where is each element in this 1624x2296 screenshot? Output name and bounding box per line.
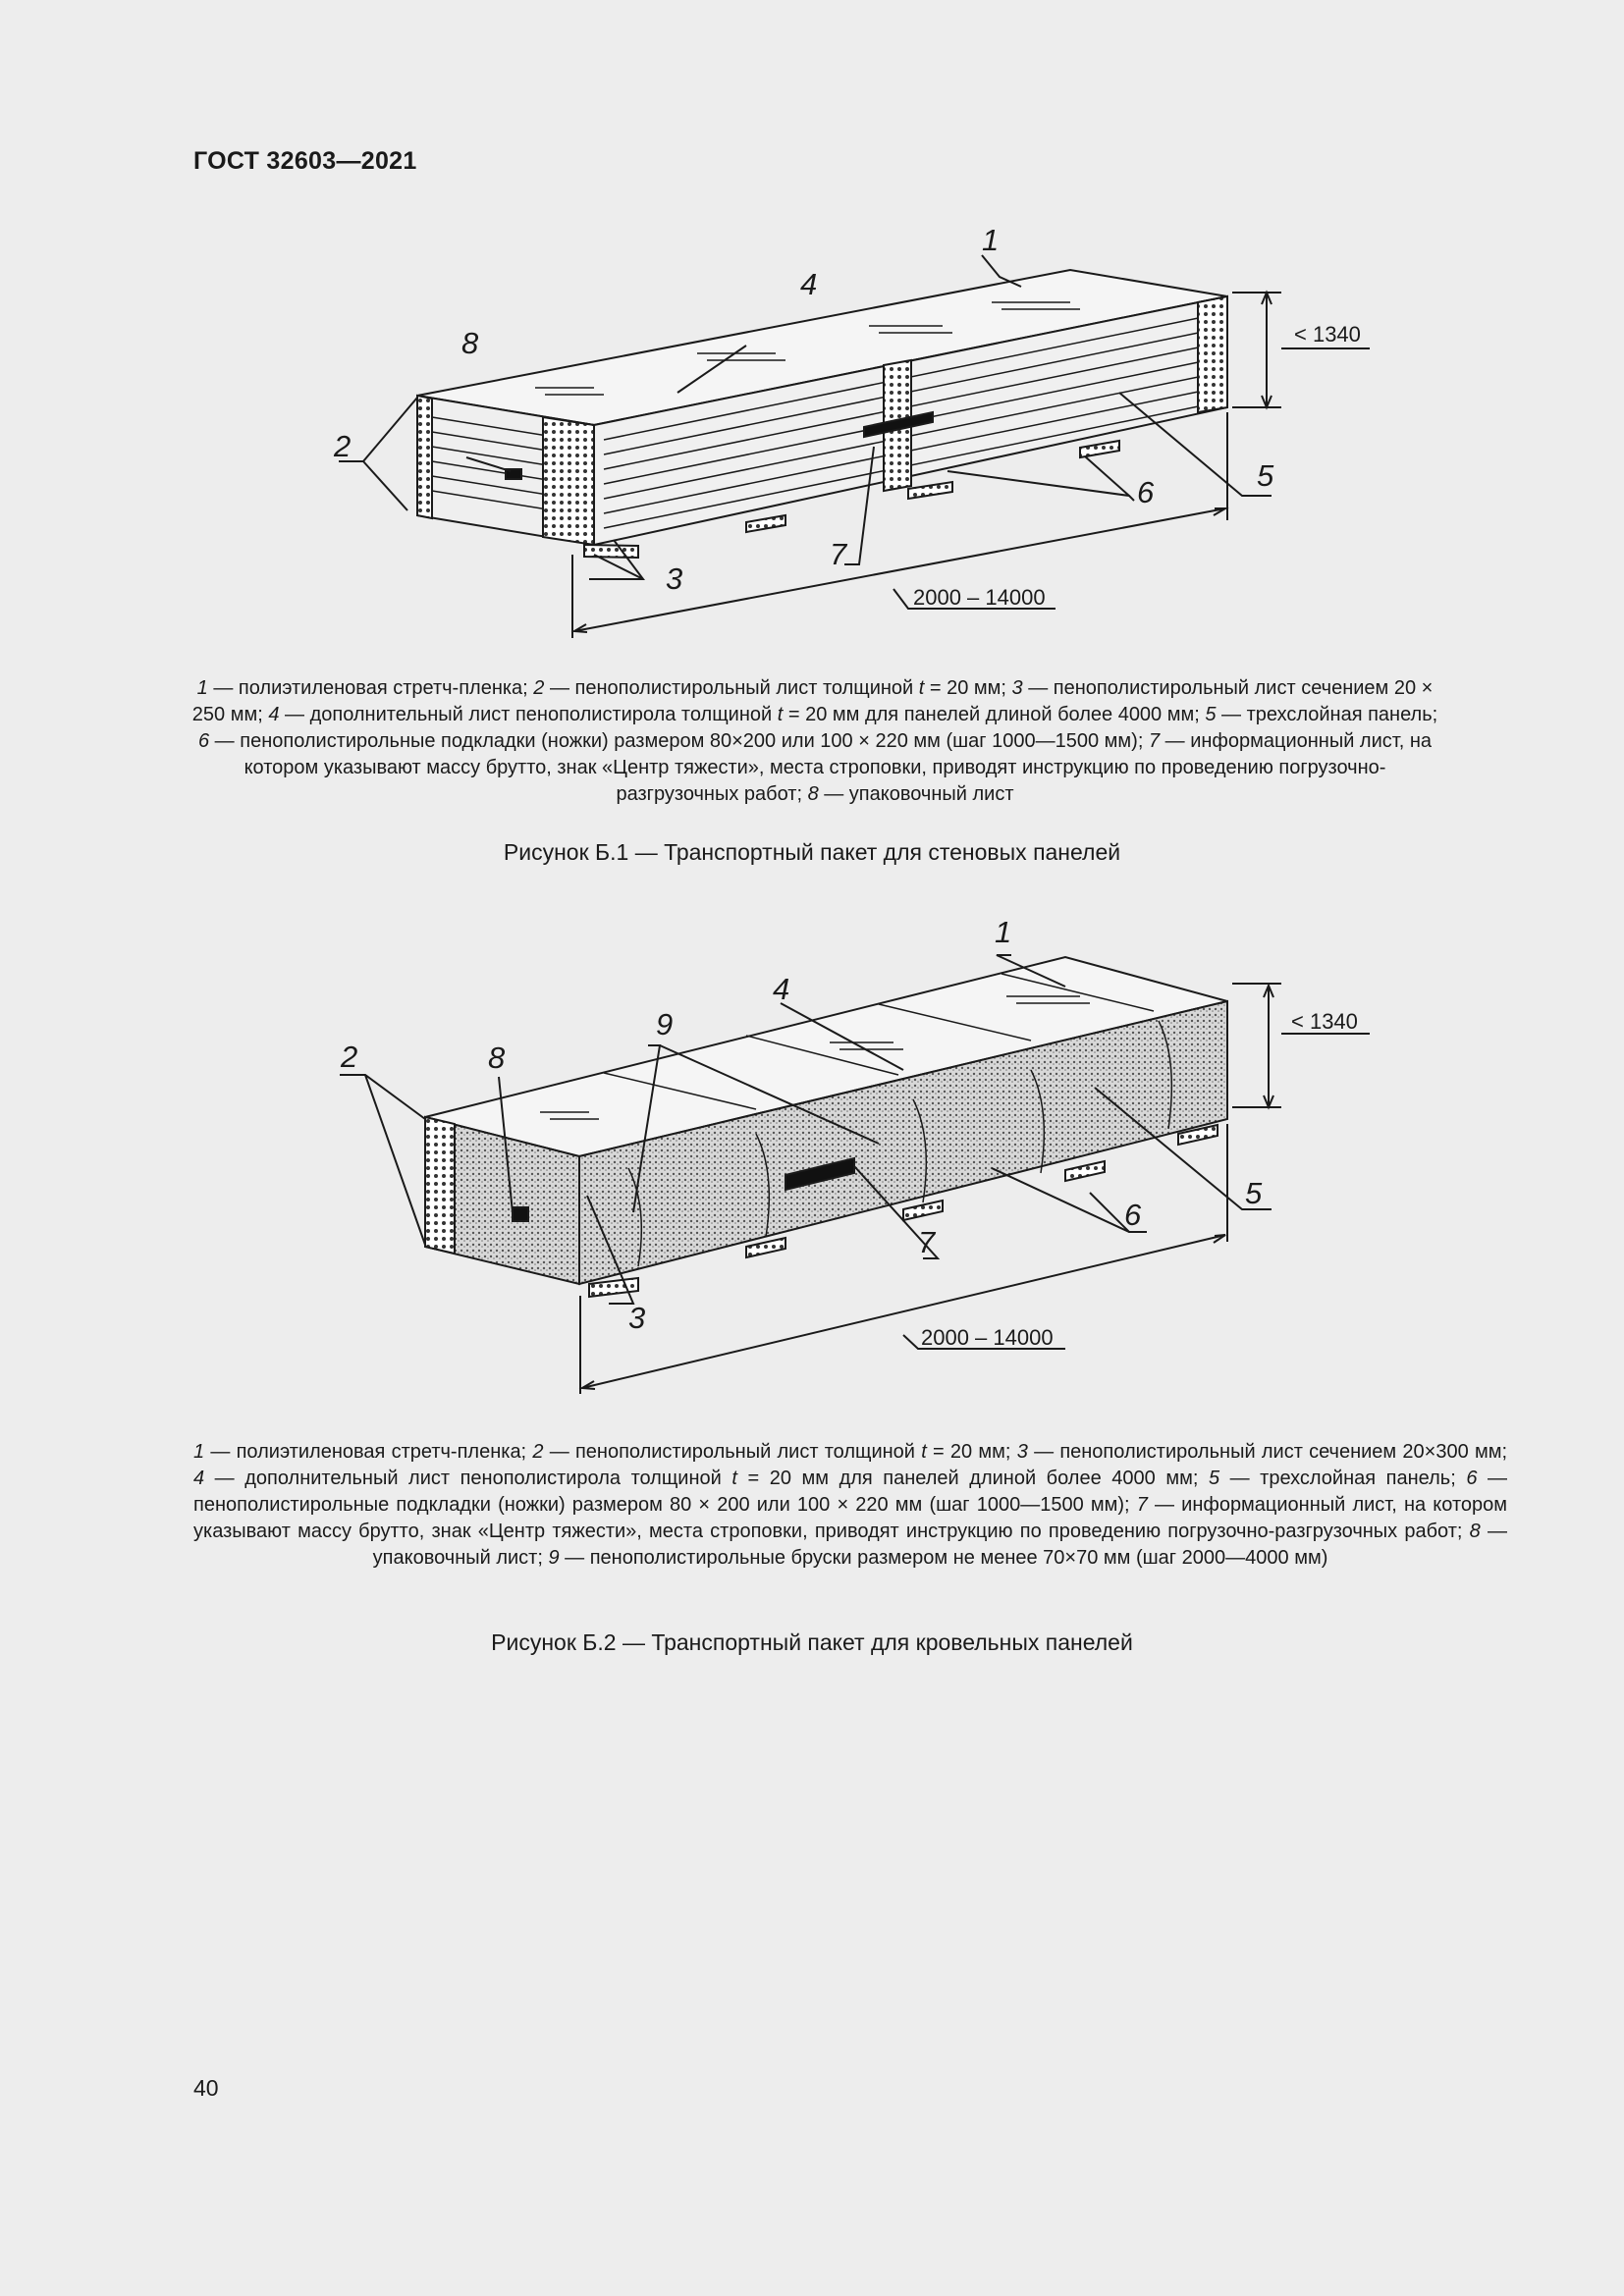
legend-text: — дополнительный лист пенополистирола толщиной: [204, 1468, 732, 1489]
document-header: ГОСТ 32603—2021: [193, 147, 417, 175]
callout-2: 2: [341, 1040, 358, 1074]
callout-4: 4: [800, 267, 818, 301]
legend-designator: t: [777, 704, 784, 725]
legend-designator: 6: [198, 730, 210, 752]
legend-text: — пенополистирольный лист толщиной: [543, 1441, 922, 1463]
legend-designator: 8: [807, 783, 819, 805]
figure-2-legend: [193, 1439, 1507, 1572]
legend-text: — пенополистирольный лист сечением 20×300 мм;: [1027, 1441, 1507, 1463]
legend-designator: 3: [1016, 1441, 1028, 1463]
legend-designator: 7: [1136, 1494, 1148, 1516]
legend-designator: 5: [1205, 704, 1217, 725]
callout-8: 8: [488, 1041, 506, 1075]
legend-designator: 9: [548, 1547, 560, 1569]
callout-6: 6: [1124, 1198, 1142, 1232]
dim-length-label: 2000 – 14000: [921, 1325, 1054, 1350]
legend-text: = 20 мм;: [926, 1441, 1017, 1463]
legend-text: — пенополистирольные подкладки (ножки) размером 80 × 200 или 100 × 220 мм (шаг 1000—1500 мм);: [193, 1468, 1507, 1516]
page-number: 40: [193, 2075, 219, 2101]
figure-1-svg: [0, 216, 1624, 667]
legend-designator: 5: [1208, 1468, 1220, 1489]
legend-designator: t: [921, 1441, 927, 1463]
legend-text: = 20 мм для панелей длиной более 4000 мм;: [736, 1468, 1209, 1489]
callout-5: 5: [1257, 458, 1274, 493]
figure-1-legend: [187, 675, 1443, 808]
callout-7: 7: [830, 537, 847, 571]
legend-text: — упаковочный лист;: [372, 1521, 1507, 1569]
callout-9: 9: [656, 1007, 674, 1041]
legend-text: — информационный лист, на котором указывают массу брутто, знак «Центр тяжести», места строповки, приводят инструкцию по проведению погрузочно-разгрузочных работ;: [193, 1494, 1507, 1542]
legend-designator: 6: [1466, 1468, 1478, 1489]
figure-2-drawing: [0, 913, 1624, 1404]
legend-text: — пенополистирольный лист сечением 20 × 250 мм;: [191, 677, 1434, 725]
legend-text: — дополнительный лист пенополистирола толщиной: [279, 704, 778, 725]
figure-2-svg: [0, 913, 1624, 1404]
legend-designator: 8: [1469, 1521, 1481, 1542]
legend-text: — полиэтиленовая стретч-пленка;: [207, 677, 534, 699]
figure-1-drawing: [0, 216, 1624, 667]
legend-text: = 20 мм;: [924, 677, 1012, 699]
legend-text: — упаковочный лист: [818, 783, 1014, 805]
legend-designator: 4: [268, 704, 280, 725]
callout-5: 5: [1245, 1176, 1263, 1210]
callout-1: 1: [982, 223, 1000, 257]
legend-designator: 4: [193, 1468, 205, 1489]
legend-text: — пенополистирольный лист толщиной: [544, 677, 919, 699]
legend-designator: 3: [1011, 677, 1023, 699]
legend-designator: t: [918, 677, 925, 699]
legend-text: — пенополистирольные подкладки (ножки) размером 80×200 или 100 × 220 мм (шаг 1000—1500 мм);: [209, 730, 1149, 752]
callout-6: 6: [1137, 475, 1155, 509]
legend-text: — полиэтиленовая стретч-пленка;: [204, 1441, 533, 1463]
legend-text: = 20 мм для панелей длиной более 4000 мм;: [783, 704, 1206, 725]
legend-designator: 2: [532, 1441, 544, 1463]
dim-height-label: < 1340: [1291, 1009, 1358, 1034]
legend-designator: 7: [1148, 730, 1161, 752]
callout-7: 7: [918, 1225, 936, 1259]
legend-text: — пенополистирольные бруски размером не менее 70×70 мм (шаг 2000—4000 мм): [559, 1547, 1328, 1569]
callout-8: 8: [461, 326, 479, 360]
figure-2-caption: Рисунок Б.2 — Транспортный пакет для кровельных панелей: [491, 1629, 1133, 1655]
legend-designator: 1: [193, 1441, 205, 1463]
figure-1-caption: Рисунок Б.1 — Транспортный пакет для стеновых панелей: [503, 839, 1121, 865]
dim-height-label: < 1340: [1294, 322, 1361, 347]
legend-designator: 1: [196, 677, 208, 699]
legend-text: — трехслойная панель;: [1219, 1468, 1467, 1489]
callout-2: 2: [334, 429, 352, 463]
dim-length-label: 2000 – 14000: [913, 585, 1046, 610]
callout-3: 3: [628, 1301, 646, 1335]
callout-1: 1: [995, 915, 1012, 949]
legend-text: — трехслойная панель;: [1216, 704, 1438, 725]
callout-3: 3: [666, 561, 683, 596]
legend-text: — информационный лист, на котором указывают массу брутто, знак «Центр тяжести», места строповки, приводят инструкцию по проведению погрузочно-разгрузочных работ;: [244, 730, 1432, 805]
legend-designator: 2: [533, 677, 545, 699]
legend-designator: t: [731, 1468, 737, 1489]
callout-4: 4: [773, 972, 790, 1006]
